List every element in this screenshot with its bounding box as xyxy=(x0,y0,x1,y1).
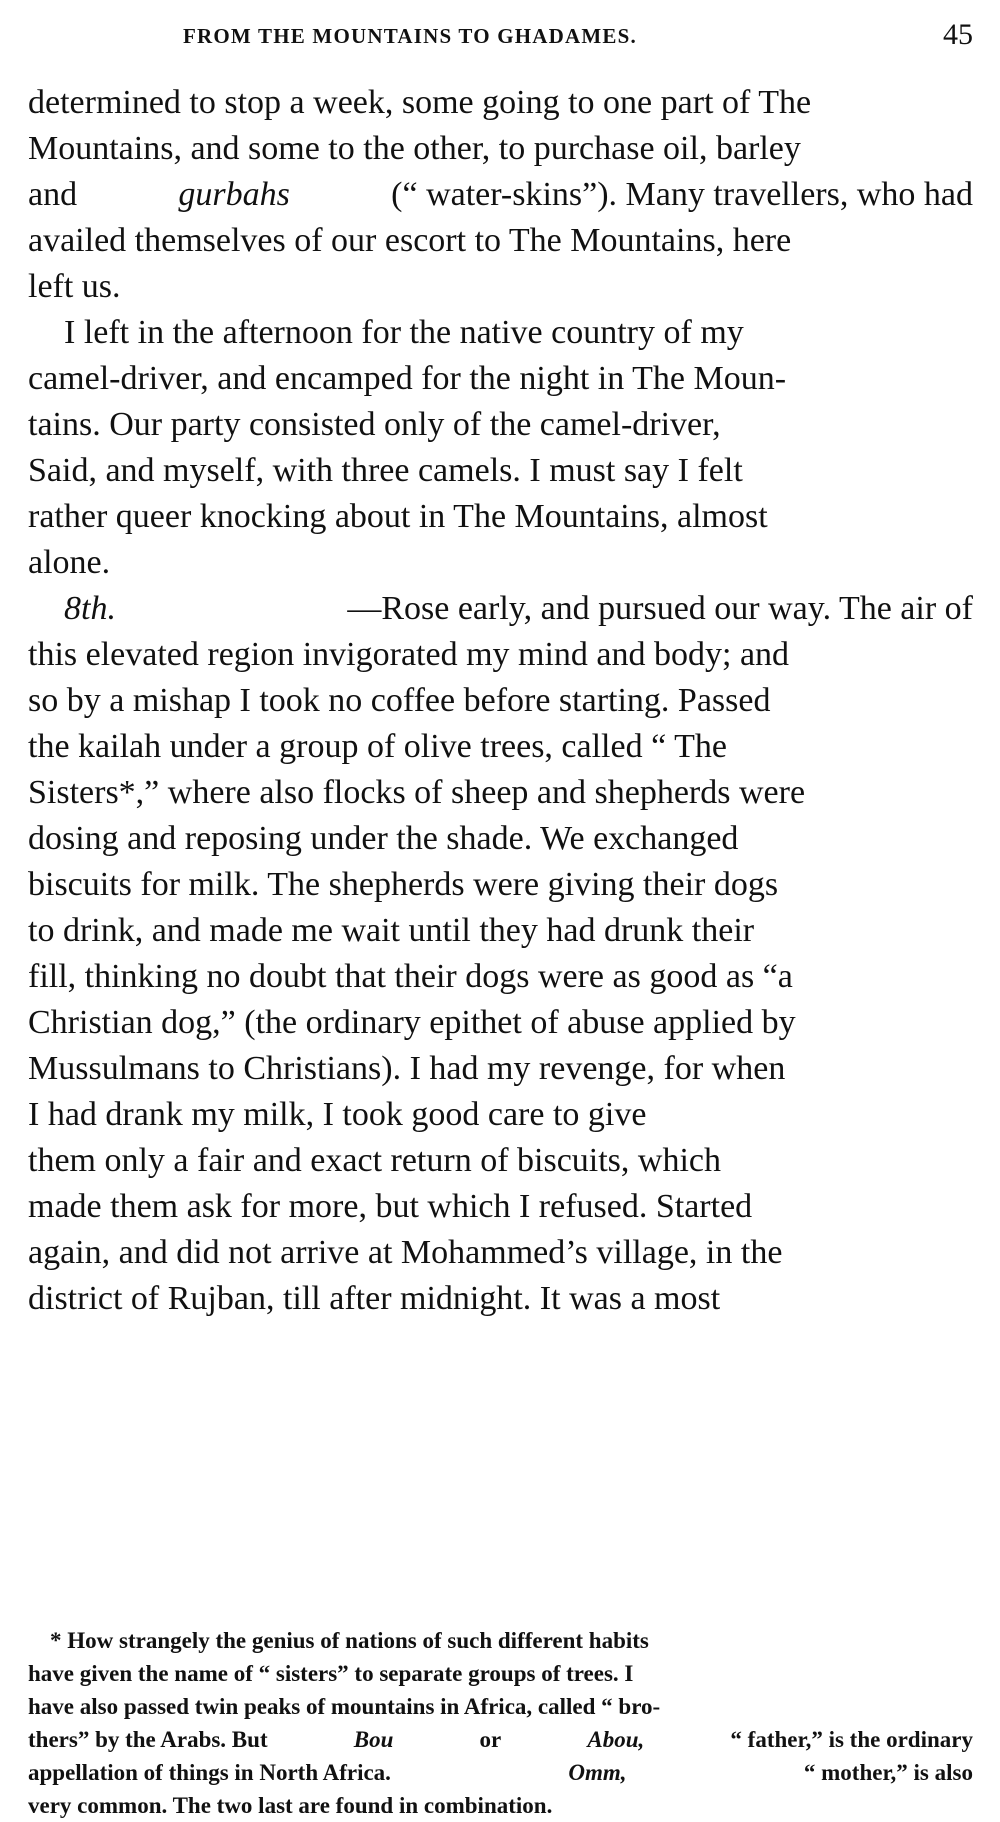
text-line: fill, thinking no doubt that their dogs were as good as “a xyxy=(28,958,793,995)
footnote-line: appellation of things in North Africa. Omm, “ mother,” is also xyxy=(28,1756,973,1789)
text-line: determined to stop a week, some going to one part of The xyxy=(28,84,812,121)
footnote-line: have given the name of “ sisters” to separate groups of trees. I xyxy=(28,1661,634,1686)
footnote xyxy=(28,1624,973,1822)
text-line: rather queer knocking about in The Mountains, almost xyxy=(28,498,768,535)
text-line: district of Rujban, till after midnight. It was a most xyxy=(28,1280,721,1317)
text-line: tains. Our party consisted only of the camel-driver, xyxy=(28,406,721,443)
page-number: 45 xyxy=(943,18,973,51)
running-head xyxy=(28,18,973,58)
italic-term: Abou, xyxy=(587,1727,645,1752)
text-line: left us. xyxy=(28,268,121,305)
italic-term: Bou xyxy=(353,1727,394,1752)
text-line: availed themselves of our escort to The Mountains, here xyxy=(28,222,792,259)
text-line: so by a mishap I took no coffee before starting. Passed xyxy=(28,682,771,719)
footnote-line: have also passed twin peaks of mountains in Africa, called “ bro- xyxy=(28,1694,661,1719)
body-text xyxy=(28,80,973,1322)
footnote-line: very common. The two last are found in combination. xyxy=(28,1793,553,1818)
text-line: dosing and reposing under the shade. We exchanged xyxy=(28,820,739,857)
italic-term: Omm, xyxy=(568,1760,627,1785)
footnote-line: thers” by the Arabs. But Bou or Abou, “ father,” is the ordinary xyxy=(28,1723,973,1756)
text-line: Christian dog,” (the ordinary epithet of abuse applied by xyxy=(28,1004,796,1041)
text-line: and gurbahs (“ water-skins”). Many travellers, who had xyxy=(28,172,973,218)
text-line: 8th. —Rose early, and pursued our way. The air of xyxy=(28,586,973,632)
text-line: this elevated region invigorated my mind and body; and xyxy=(28,636,790,673)
text-line: I had drank my milk, I took good care to give xyxy=(28,1096,647,1133)
text-line: I left in the afternoon for the native country of my xyxy=(64,314,744,351)
text-line: again, and did not arrive at Mohammed’s village, in the xyxy=(28,1234,783,1271)
text-line: camel-driver, and encamped for the night in The Moun- xyxy=(28,360,787,397)
footnote-line: * How strangely the genius of nations of such different habits xyxy=(50,1628,649,1653)
text-line: Said, and myself, with three camels. I must say I felt xyxy=(28,452,743,489)
text-line: made them ask for more, but which I refused. Started xyxy=(28,1188,753,1225)
text-line: to drink, and made me wait until they had drunk their xyxy=(28,912,755,949)
text-line: them only a fair and exact return of biscuits, which xyxy=(28,1142,721,1179)
italic-term: gurbahs xyxy=(178,176,290,213)
text-line: biscuits for milk. The shepherds were giving their dogs xyxy=(28,866,779,903)
date-entry: 8th. xyxy=(64,590,116,627)
text-line: Mussulmans to Christians). I had my revenge, for when xyxy=(28,1050,786,1087)
text-line: alone. xyxy=(28,544,111,581)
text-line: Sisters*,” where also flocks of sheep and shepherds were xyxy=(28,774,806,811)
text-line: Mountains, and some to the other, to purchase oil, barley xyxy=(28,130,801,167)
running-title: FROM THE MOUNTAINS TO GHADAMES. xyxy=(183,24,637,48)
text-line: the kailah under a group of olive trees, called “ The xyxy=(28,728,727,765)
